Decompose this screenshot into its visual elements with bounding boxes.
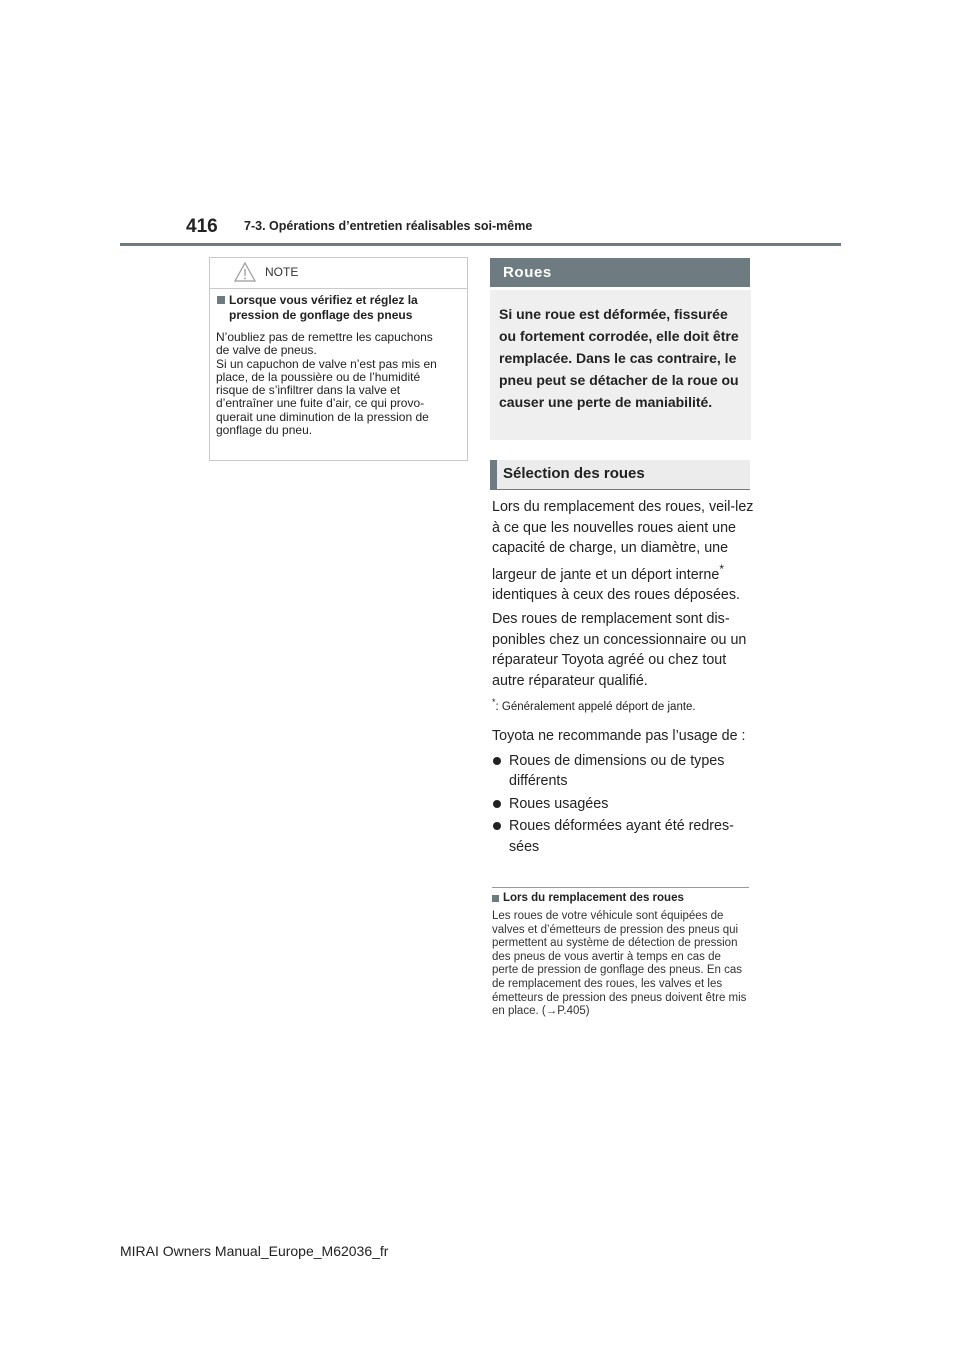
section-heading-selection: Sélection des roues [490, 460, 750, 490]
paragraph-text: identiques à ceux des roues déposées. [492, 586, 740, 603]
list-item: Roues usagées [492, 794, 754, 815]
note-line: querait une diminution de la pression de [216, 409, 429, 424]
footnote-marker: * [719, 561, 724, 576]
info-title-text: Lors du remplacement des roues [503, 892, 684, 904]
bullet-list [492, 751, 754, 858]
paragraph: Toyota ne recommande pas l’usage de : [492, 728, 746, 745]
square-bullet-icon [492, 895, 499, 902]
note-line: N’oubliez pas de remettre les capuchons [216, 330, 433, 344]
footnote [492, 695, 754, 714]
list-item: Roues de dimensions ou de types différents [492, 751, 754, 792]
section-heading-roues: Roues [490, 258, 750, 287]
chapter-title: 7-3. Opérations d’entretien réalisables soi-même [244, 219, 533, 233]
footer-text: MIRAI Owners Manual_Europe_M62036_fr [120, 1243, 389, 1259]
page-number: 416 [186, 216, 218, 237]
paragraph: Des roues de remplacement sont dis-ponibles chez un concessionnaire ou un réparateur Toyota agréé ou chez tout autre réparateur qualifié. [492, 611, 747, 689]
selection-body [492, 497, 754, 859]
note-line: place, de la poussière ou de l’humidité [216, 369, 421, 384]
note-line: de valve de pneus. [216, 343, 317, 358]
info-title [492, 892, 684, 904]
list-item: Roues déformées ayant été redres-sées [492, 816, 754, 857]
note-label: NOTE [265, 265, 299, 279]
paragraph-text: Lors du remplacement des roues, veil-lez à ce que les nouvelles roues aient une capacité de charge, un diamètre, une largeur de jante et un déport interne [492, 499, 754, 583]
paragraph [492, 497, 754, 605]
note-line: d’entraîner une fuite d’air, ce qui provo- [216, 396, 425, 411]
note-line: Si un capuchon de valve n’est pas mis en [216, 356, 437, 371]
note-box [209, 257, 468, 461]
footnote-marker: * [492, 697, 496, 708]
warning-box: Si une roue est déformée, fissurée ou fortement corrodée, elle doit être remplacée. Dans le cas contraire, le pneu peut se détacher de la roue ou causer une perte de maniabilité. [490, 290, 751, 440]
note-line: risque de s’infiltrer dans la valve et [216, 383, 401, 398]
footnote-text: : Généralement appelé déport de jante. [495, 701, 696, 714]
square-bullet-icon [217, 296, 225, 304]
note-line: gonflage du pneu. [216, 423, 313, 438]
note-subheading-text: Lorsque vous vérifiez et réglez la pression de gonflage des pneus [229, 293, 418, 322]
info-text: Les roues de votre véhicule sont équipées de valves et d’émetteurs de pression des pneus qui permettent au système de détection de pression des pneus de vous avertir à temps en cas de perte de pression de gonflage des pneus. En cas de remplacement des roues, les valves et les émetteurs de pression des pneus doivent être mis en place. (→P.405) [492, 910, 747, 1018]
note-subheading [217, 293, 457, 323]
header-rule [120, 243, 841, 246]
warning-triangle-icon [234, 261, 256, 283]
note-text [216, 331, 457, 437]
info-divider [492, 887, 749, 888]
note-header [210, 258, 467, 289]
